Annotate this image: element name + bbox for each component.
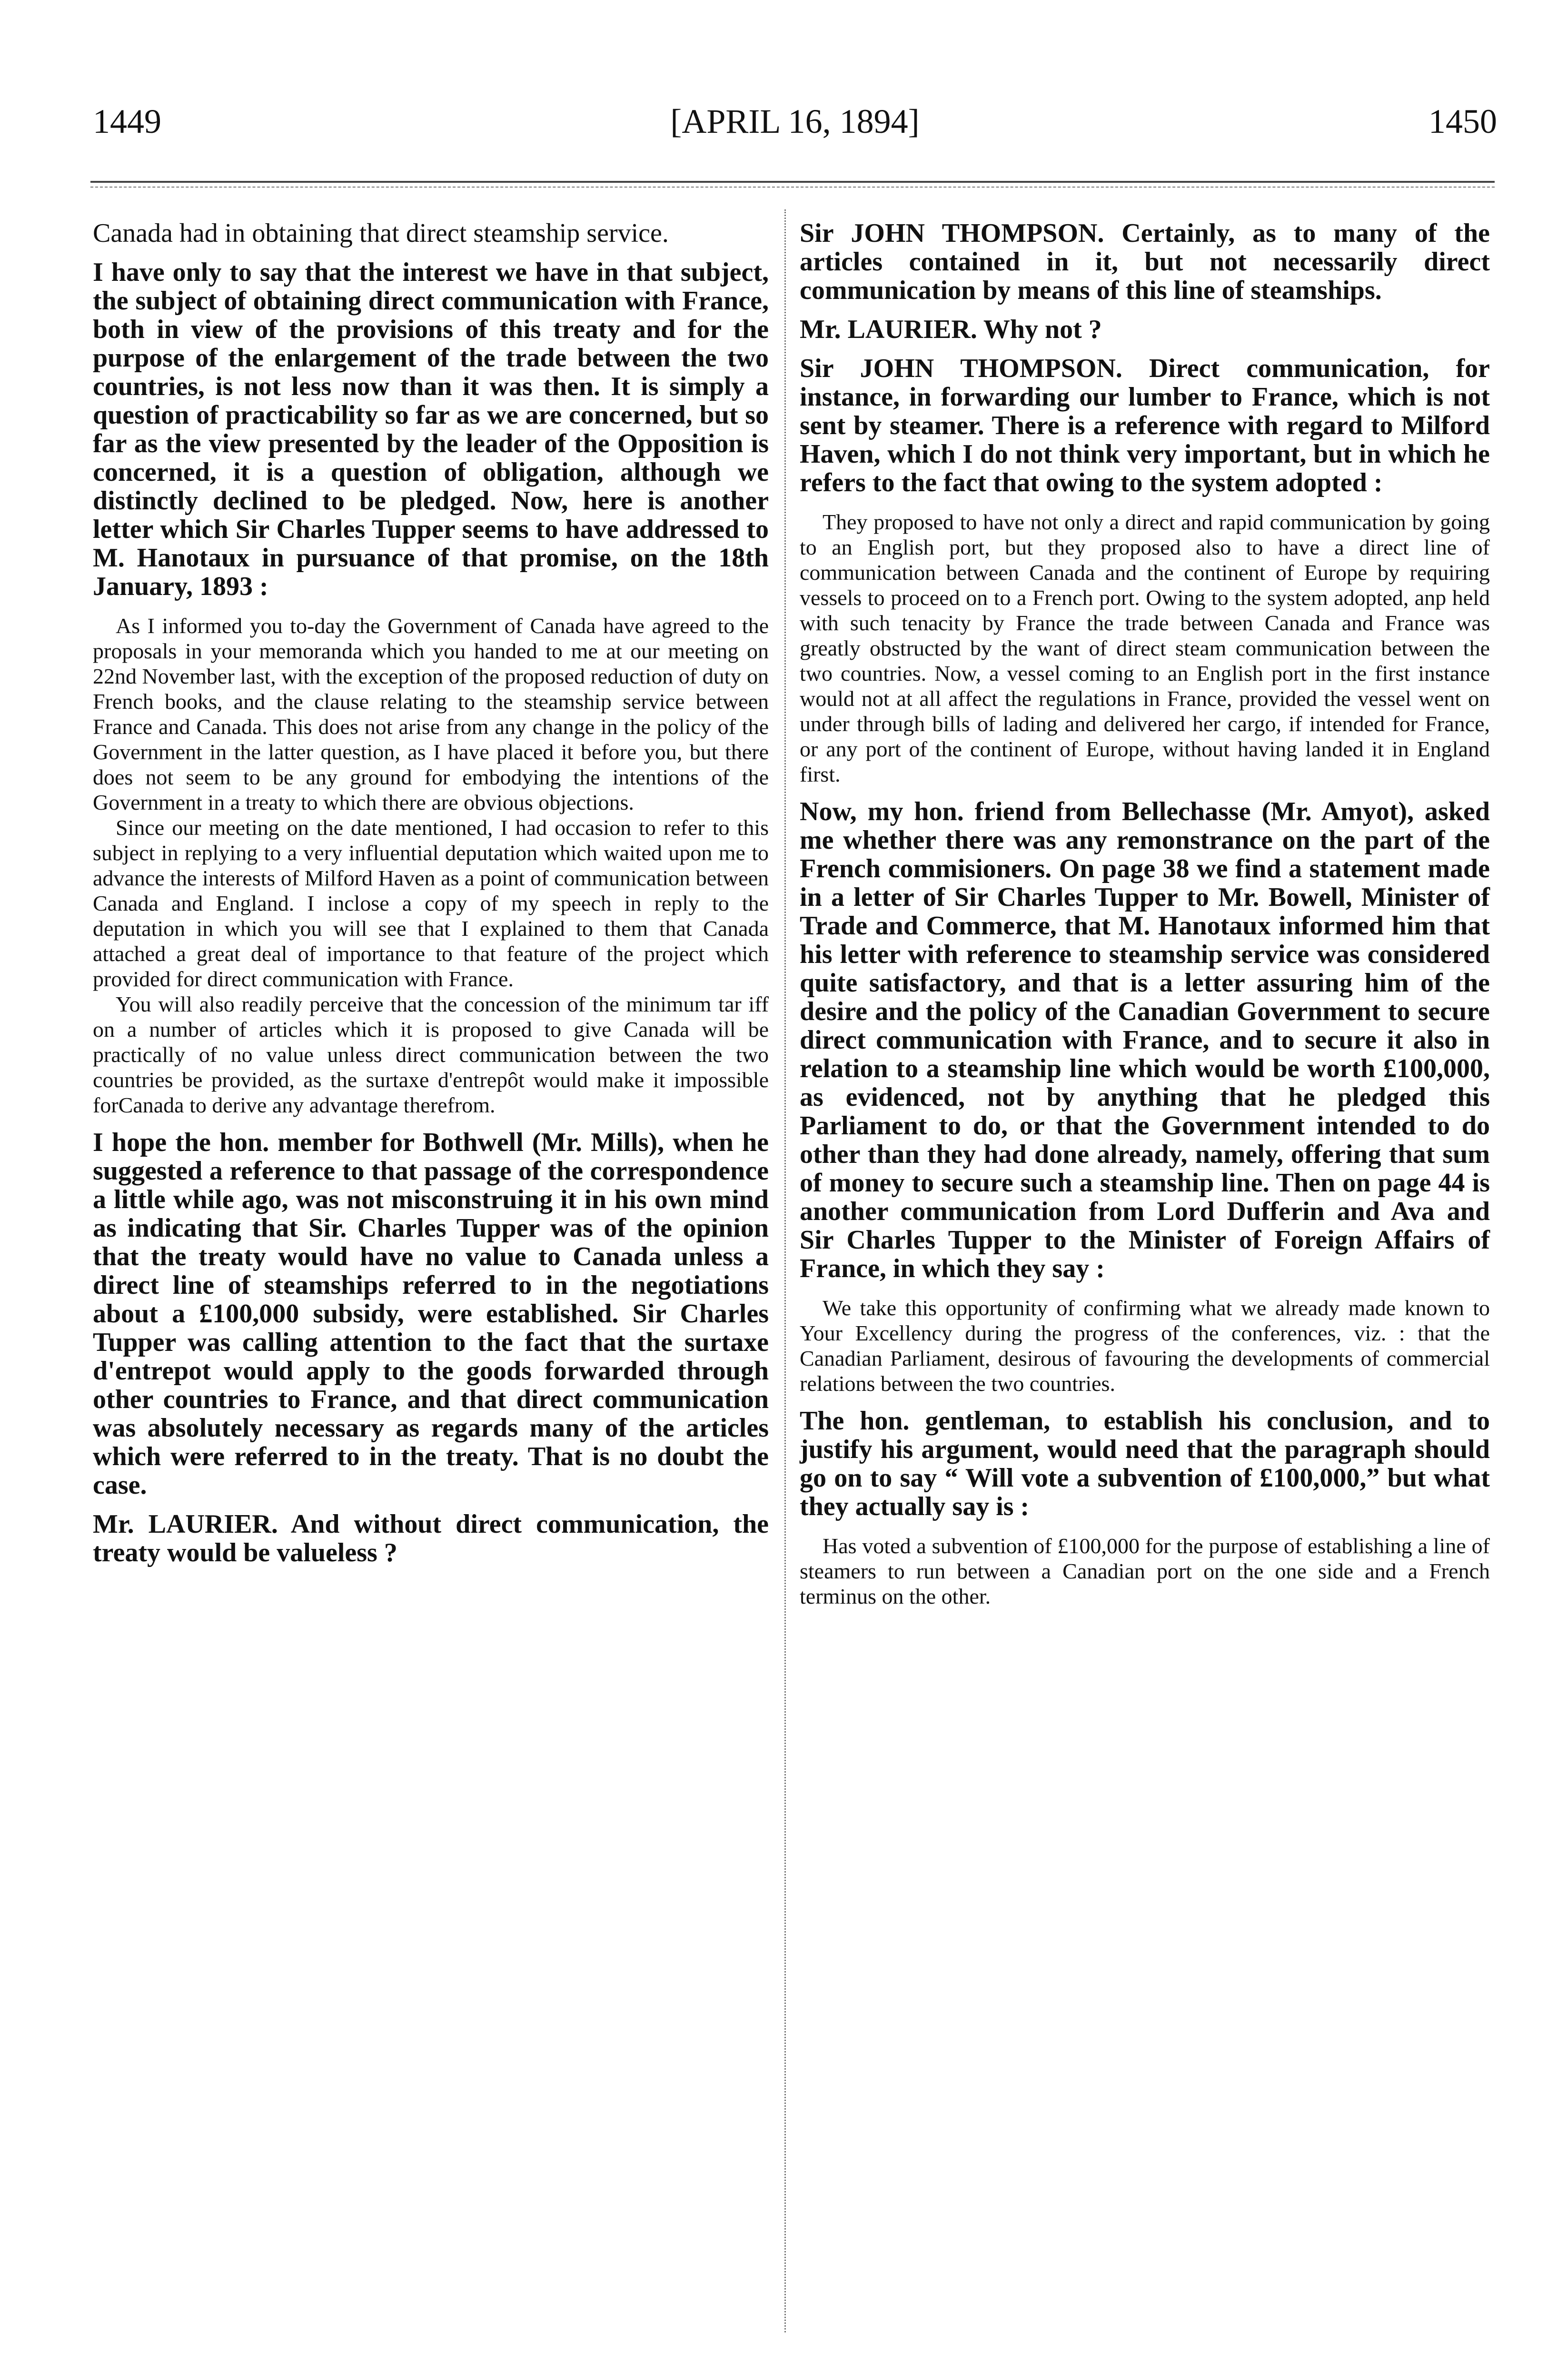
left-paragraph-3: I hope the hon. member for Bothwell (Mr. Mills), when he suggested a reference to that passage of the correspondence a little while ago, was not misconstruing it in his own mind as indicating that Sir. Charles Tupper was of the opinion that the treaty would have no value to Canada unless a direct line of steamships referred to in the negotiations about a £100,000 subsidy, were established. Sir Charles Tupper was calling attention to the fact that the surtaxe d'entrepot would apply to the goods forwarded through other countries to France, and that direct communication was absolutely necessary as regards many of the articles which were referred to in the treaty. That is no doubt the case. — [93, 1128, 769, 1500]
page-date: [APRIL 16, 1894] — [670, 102, 920, 140]
left-quote-2: Since our meeting on the date mentioned, I had occasion to refer to this subject in replying to a very influential deputation which waited upon me to advance the interests of Milford Haven as a point of communication between Canada and England. I inclose a copy of my speech in reply to the deputation in which you will see that I explained to them that Canada attached a great deal of importance to that feature of the project which provided for direct communication with France. — [93, 815, 769, 991]
column-divider — [784, 209, 786, 2332]
left-paragraph-4: Mr. LAURIER. And without direct communication, the treaty would be valueless ? — [93, 1509, 769, 1567]
left-paragraph-1: Canada had in obtaining that direct steamship service. — [93, 218, 669, 248]
right-paragraph-4: Now, my hon. friend from Bellechasse (Mr. Amyot), asked me whether there was any remonstrance on the part of the French commisioners. On page 38 we find a statement made in a letter of Sir Charles Tupper to Mr. Bowell, Minister of Trade and Commerce, that M. Hanotaux informed him that his letter with reference to steamship service was considered quite satisfactory, and that is a letter assuring him of the desire and the policy of the Canadian Government to secure direct communication with France, and to secure it also in relation to a steamship line which would be worth £100,000, as evidenced, not by anything that he pledged this Parliament to do, or that the Government intended to do other than they had done already, namely, offering that sum of money to secure such a steamship line. Then on page 44 is another communication from Lord Dufferin and Ava and Sir Charles Tupper to the Minister of Foreign Affairs of France, in which they say : — [800, 797, 1490, 1283]
page-number-left: 1449 — [93, 102, 161, 140]
right-paragraph-2: Mr. LAURIER. Why not ? — [800, 315, 1102, 344]
right-quote-2: We take this opportunity of confirming what we already made known to Your Excellency during the progress of the conferences, viz. : that the Canadian Parliament, desirous of favouring the developments of commercial relations between the two countries. — [800, 1296, 1490, 1396]
page-number-right: 1450 — [1428, 102, 1497, 140]
left-paragraph-2: I have only to say that the interest we have in that subject, the subject of obtaining direct communication with France, both in view of the provisions of this treaty and for the purpose of the enlargement of the trade between the two countries, is not less now than it was then. It is simply a question of practicability so far as we are concerned, but so far as the view presented by the leader of the Opposition is concerned, it is a question of obligation, although we distinctly declined to be pledged. Now, here is another letter which Sir Charles Tupper seems to have addressed to M. Hanotaux in pursuance of that promise, on the 18th January, 1893 : — [93, 258, 769, 601]
right-column — [800, 219, 1490, 1609]
right-quote-1: They proposed to have not only a direct and rapid communication by going to an English port, but they proposed also to have a direct line of communication between Canada and the continent of Europe by requiring vessels to proceed on to a French port. Owing to the system adopted, anp held with such tenacity by France the trade between Canada and France was greatly obstructed by the want of direct steam communication between the two countries. Now, a vessel coming to an English port in the first instance would not at all affect the regulations in France, provided the vessel went on under through bills of lading and delivered her cargo, if intended for France, or any port of the continent of Europe, without having landed it in England first. — [800, 510, 1490, 786]
page-header — [93, 98, 1497, 145]
left-column — [93, 219, 769, 1567]
right-paragraph-5: The hon. gentleman, to establish his conclusion, and to justify his argument, would need that the paragraph should go on to say “ Will vote a subvention of £100,000,” but what they actually say is : — [800, 1406, 1490, 1521]
left-quote-3: You will also readily perceive that the concession of the minimum tar iff on a number of articles which it is proposed to give Canada will be practically of no value unless direct communication between the two countries be provided, as the surtaxe d'entrepôt would make it impossible forCanada to derive any advantage therefrom. — [93, 992, 769, 1117]
left-quote-1: As I informed you to-day the Government of Canada have agreed to the proposals in your memoranda which you handed to me at our meeting on 22nd November last, with the exception of the proposed reduction of duty on French books, and the clause relating to the steamship service between France and Canada. This does not arise from any change in the policy of the Government in the latter question, as I have placed it before you, but there does not seem to be any ground for embodying the intentions of the Government in a treaty to which there are obvious objections. — [93, 614, 769, 814]
right-quote-3: Has voted a subvention of £100,000 for the purpose of establishing a line of steamers to run between a Canadian port on the one side and a French terminus on the other. — [800, 1534, 1490, 1608]
header-rule — [90, 181, 1495, 183]
right-paragraph-3: Sir JOHN THOMPSON. Direct communication, for instance, in forwarding our lumber to France, which is not sent by steamer. There is a reference with regard to Milford Haven, which I do not think very important, but in which he refers to the fact that owing to the system adopted : — [800, 354, 1490, 497]
header-rule-secondary — [90, 187, 1495, 188]
right-paragraph-1: Sir JOHN THOMPSON. Certainly, as to many of the articles contained in it, but not necessarily direct communication by means of this line of steamships. — [800, 218, 1490, 305]
